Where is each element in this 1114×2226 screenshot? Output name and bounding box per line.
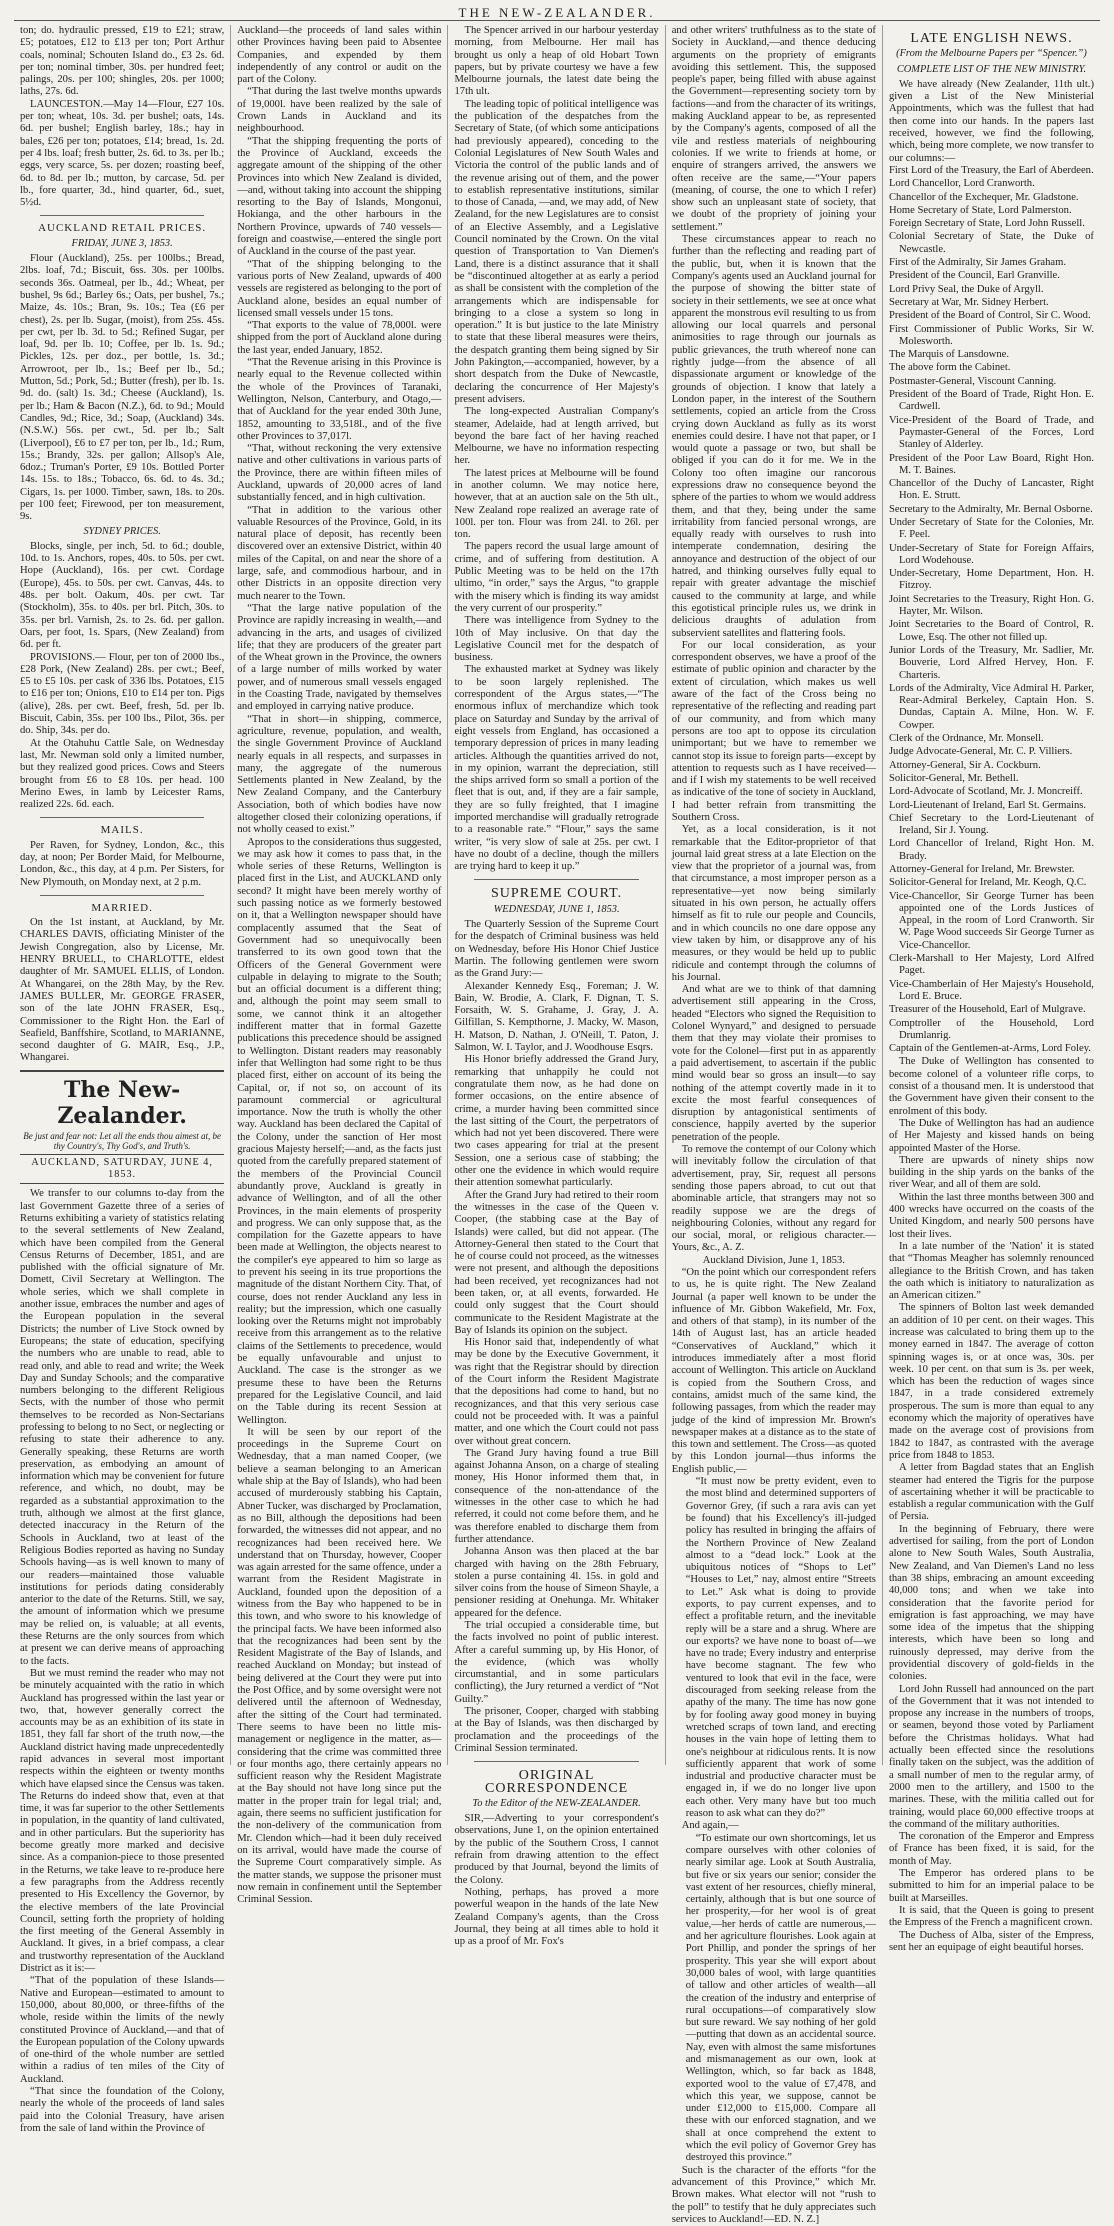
letter-paragraph: For our local consideration, as your correspondent observes, we have a proof of the estimate of public opinion and character by the extent of circulation, which makes us well aware of the fact of the Cross being no representative of the reflecting and reading part of our community, and from which many persons are too apt to oppose its circulation unimportant; but we have to remember we cannot stop its issue to foreign parts—except by attention to requests such as I have received—and if I wish my statements to be well received as indicative of the tone of society in Auckland, I had better refrain from transmitting the Southern Cross. <box>671 639 876 823</box>
divider <box>40 817 204 818</box>
letter-paragraph: SIR,—Adverting to your correspondent's observations, June 1, on the opinion entertained by the public of the Southern Cross, I cannot refrain from drawing attention to the effect produced by that Journal, beyond the limits of the Colony. <box>454 1813 659 1886</box>
news-paragraph: There was intelligence from Sydney to the 10th of May inclusive. On that day the Legislative Council met for the despatch of business. <box>454 615 659 664</box>
list-item: Lord Chancellor of Ireland, Right Hon. M. Brady. <box>888 838 1094 862</box>
letter-paragraph: and other writers' truthfulness as to the state of Society in Auckland,—and thence deducing arguments on the propriety of emigrants avoiding this settlement. This, the supposed people's paper, being filled with abuse against the Government—representing society torn by factions—and from the character of its writings, making Auckland appear to be, as represented by the Company's agents, composed of all the vile and restless materials of neighbouring colonies. If we write to friends at home, or enquire of strangers arrived, the answers we often receive are the same,—“Your papers (meaning, of course, the one to which I refer) show such an unpleasant state of society, that we doubt of the propriety of joining your settlement.” <box>671 25 876 233</box>
retail-prices-heading: AUCKLAND RETAIL PRICES. <box>38 222 207 235</box>
news-item: In a late number of the 'Nation' it is stated that “Thomas Meagher has solemnly renounced allegiance to the British Crown, and has taken the oath which is initiatory to naturalization as an American citizen.” <box>888 1240 1094 1302</box>
court-paragraph: Johanna Anson was then placed at the bar charged with having on the 28th February, stolen a purse containing 4l. 15s. in gold and silver coins from the house of Simeon Shayle, a pensioner residing at Onehunga. Mr. Whitaker appeared for the defence. <box>454 1546 659 1619</box>
column-4 <box>666 25 883 2225</box>
court-paragraph: His Honor said that, independently of what may be done by the Executive Government, it was right that the Registrar should by direction of the Court inform the Resident Magistrate that the depositions had come to hand, but no recognizances, and that this very serious case could not be proceeded with. It was a painful matter, and one which the Court could not pass over without great concern. <box>454 1337 659 1447</box>
list-item: Joint Secretaries to the Treasury, Right Hon. G. Hayter, Mr. Wilson. <box>888 593 1094 618</box>
editorial-paragraph: “That of the population of these Islands—Native and European—estimated to amount to 150,000, about 80,000, or three-fifths of the whole, reside within the limits of the newly constituted Province of Auckland,—and that of the European population of the Colony upwards of one-third of the whole number are settled within a radius of ten miles of the City of Auckland. <box>20 1975 225 2085</box>
news-item: The spinners of Bolton last week demanded an addition of 10 per cent. on their wages. This increase was calculated to bring them up to the money earned in 1847. The average of cotton spinning wages is, or at once was, 30s. per week. 10 per cent. on that sum is 3s. per week, which has been the reduction of wages since 1847, in a trade considered extremely prosperous. The sum is more than equal to any economy which the majority of operatives have made on the average cost of provisions from 1842 to 1847, as contrasted with the average price from 1848 to 1853. <box>888 1302 1094 1461</box>
ministry-list <box>889 165 1094 1055</box>
article-paragraph: It will be seen by our report of the proceedings in the Supreme Court on Wednesday, that a man named Cooper, (we believe a seaman belonging to an American whale ship at the Bay of Islands), who had been accused of murderously stabbing his Captain, Abner Tucker, was discharged by Proclamation, as no Bill, although the depositions had been forwarded, the witnesses did not appear, and no recognizances had been received here. We understand that on Thursday, however, Cooper was again arrested for the same offence, under a warrant from the Resident Magistrate in Auckland, founded upon the deposition of a witness from the Bay who happened to be in this town, and who swore to his knowledge of the principal facts. We have been informed also that the recognizances had been sent by the Resident Magistrate of the Bay of Islands, and reached Auckland on Monday; but instead of being delivered at the Court they were put into the Post Office, and by some oversight were not delivered until the afternoon of Wednesday, after the sitting of the Court had terminated. There seems to have been no little mis-management or negligence in the matter, as—considering that the crime was committed three or four months ago, there certainly appears no sufficient reason why the Resident Magistrate at the Bay should not have long since put the matter in the proper train for legal trial; and, again, there seems no sufficient justification for the non-delivery of the communication from Mr. Clendon which—had it been duly received on its arrival, would have made the course of the Supreme Court comparatively simple. As the matter stands, we suppose the prisoner must now remain in confinement until the September Criminal Session. <box>237 1426 442 1906</box>
list-item: Foreign Secretary of State, Lord John Russell. <box>888 218 1085 230</box>
editor-note: “On the point which our correspondent refers to us, he is quite right. The New Zealand Journal (a paper well known to be under the influence of Mr. Gibbon Wakefield, Mr. Fox, and others of that stamp), in its number of the 14th of August last, has an article headed “Conservatives of Auckland,” which it introduces immediately after a most florid account of Wellington. This article on Auckland is copied from the Southern Cross, and contains, amidst much of the same kind, the following passages, from which the reader may judge of the kind of impression Mr. Brown's newspaper makes at a distance as to the state of this town and settlement. The Cross—as quoted by this London journal—thus informs the English public,— <box>671 1266 876 1475</box>
court-paragraph: After the Grand Jury had retired to their room the witnesses in the case of the Queen v. Cooper, (the stabbing case at the Bay of Islands) were called, but did not appear. (The Attorney-General then stated to the Court that he of course could not proceed, as the witnesses were not present, and although the depositions had been received, yet recognizances had not been taken, or, at all events, forwarded. He could only suggest that the Court should communicate to the Resident Magistrate at the Bay of Islands its opinion on the subject. <box>454 1189 659 1336</box>
list-item: Lord-Lieutenant of Ireland, Earl St. Germains. <box>888 799 1087 811</box>
retail-prices-date: FRIDAY, JUNE 3, 1853. <box>71 237 173 249</box>
divider <box>474 879 638 880</box>
list-item: Secretary at War, Mr. Sidney Herbert. <box>888 296 1049 308</box>
court-paragraph: Alexander Kennedy Esq., Foreman; J. W. Bain, W. Brodie, A. Clark, F. Dignan, T. S. Forsaith, W. S. Grahame, J. Gray, J. A. Gilfillan, S. Kempthorne, J. Macky, W. Mason, H. Matson, D. Nathan, J. O'Neill, T. Paton, J. Salmon, W. I. Taylor, and J. Woodhouse Esqrs. <box>454 980 659 1054</box>
list-item: Secretary to the Admiralty, Mr. Bernal Osborne. <box>888 503 1093 515</box>
list-item: Chancellor of the Duchy of Lancaster, Right Hon. E. Strutt. <box>888 478 1094 502</box>
divider <box>20 1070 224 1072</box>
mails-text: Per Raven, for Sydney, London, &c., this day, at noon; Per Border Maid, for Melbourne, London, &c., this day, at 4 p.m. Per Sisters, for New Plymouth, on Monday next, at 2 p.m. <box>20 839 225 888</box>
editor-note: Such is the character of the efforts “for the advancement of this Province,” which Mr. Brown makes. What elector will not “rush to the poll” to testify that he duly appreciates such services to Auckland!—ED. N. Z.] <box>671 2164 876 2225</box>
article-paragraph: “That of the shipping belonging to the various ports of New Zealand, upwards of 400 vessels are registered as belonging to the port of Auckland alone, besides an equal number of licensed small vessels under 15 tons. <box>237 258 442 319</box>
letter-paragraph: Nothing, perhaps, has proved a more powerful weapon in the hands of the late New Zealand Company's agents, than the Cross Journal, they being at all times able to hold it up as a proof of Mr. Fox's <box>454 1886 659 1948</box>
sydney-prices-heading: SYDNEY PRICES. <box>83 525 161 537</box>
letter-signoff: Auckland Division, June 1, 1853. <box>702 1254 845 1266</box>
letter-paragraph: To remove the contempt of our Colony which will inevitably follow the circulation of that advertisement, pray, Sir, request all persons sending those papers abroad, to cut out that abominable article, that strangers may not so readily suppose we are the dregs of neighbouring Colonies, without any regard for our social, moral, or religious character.—Yours, &c., A. Z. <box>671 1144 876 1254</box>
list-item: President of the Board of Trade, Right Hon. E. Cardwell. <box>888 389 1094 413</box>
news-paragraph: The long-expected Australian Company's steamer, Adelaide, had at length arrived, but beyond the bare fact of her having reached Melbourne, we have no information respecting her. <box>454 406 659 467</box>
list-item: First of the Admiralty, Sir James Graham. <box>888 257 1066 269</box>
correspondence-addressee: To the Editor of the NEW-ZEALANDER. <box>472 1797 641 1809</box>
provisions-text: PROVISIONS.— Flour, per ton of 2000 lbs., £28 Pork, (New Zealand) 28s. per cwt.; Beef, £5 to £5 10s. per cask of 336 lbs. Potatoes, £15 to £16 per ton; Onions, £10 to £14 per ton. Pigs (alive), 28s. per cwt. Beef, fresh, 5d. per lb. Biscuit, Cabin, 35s. per 100 lbs., Pilot, 36s. per do. Ship, 34s. per do. <box>20 651 225 737</box>
married-heading: MARRIED. <box>91 901 153 914</box>
list-item: The Marquis of Lansdowne. <box>888 349 1009 361</box>
divider <box>474 1761 638 1762</box>
letter-paragraph: And what are we to think of that damning advertisement still appearing in the Cross, headed “Electors who signed the Requisition to Colonel Wynyard,” and designed to persuade them that they may violate their promises to vote for the Colonel—first put in as apparently a paid advertisement, to ascertain if the public mind would bear so gross an insult—to say nothing of the attempt covertly made in it to excite the most fearful consequences of disruption by antagonistical sentiments of conscience, happily averted by the superior penetration of the people. <box>671 984 876 1143</box>
news-paragraph: The latest prices at Melbourne will be found in another column. We may notice here, however, that at an auction sale on the 5th ult., New Zealand rope realized an average rate of 100l. per ton. Flour was from 24l. to 26l. per ton. <box>454 467 659 541</box>
article-paragraph: “That the shipping frequenting the ports of the Province of Auckland, exceeds the aggregate amount of the shipping of the other Provinces into which New Zealand is divided,—and, without taking into account the shipping resorting to the Bay of Islands, Mongonui, Hokianga, and the other harbours in the Northern Province, upwards of 740 vessels—foreign and coastwise,—entered the single port of Auckland in the course of the past year. <box>237 135 442 258</box>
cattle-sale-text: At the Otahuhu Cattle Sale, on Wednesday last, Mr. Newman sold only a limited number, but they realized good prices. Cows and Steers brought from £6 to £8 10s. per head. 100 Merino Ewes, in lamb by Leicester Rams, realized 22s. 6d. each. <box>20 737 225 811</box>
divider <box>40 215 204 216</box>
quoted-passage: “It must now be pretty evident, even to the most blind and determined supporters of Governor Grey, (if such a rara avis can yet be found) that his Excellency's ill-judged policy has resulted in bringing the affairs of the Northern Province of New Zealand almost to a “dead lock.” Look at the ubiquitous notices of “Shops to Let” “Houses to Let,” nay, almost entire “Streets to Let.” Ask what is doing to provide exports, to pay current expenses, and to effect a profitable return, and the inevitable reply will be a stare and a shrug. Where are our exports? we have none to boast of—we have no trade; Every industry and enterprise have become stagnant. The few who ventured to look that evil in the face, were discouraged from seeking release from the apathy of the many. The time has now gone by for fooling away good money in buying wretched scraps of town land, and erecting houses in the vain hope of letting them to one's neighbour at ridiculous rents. It is now sufficiently apparent that work of some industrial and productive character must be engaged in, if we do no longer live upon each other. Very many have but too much reason to ask what can they do?” <box>685 1476 876 1820</box>
editorial-paragraph: “That since the foundation of the Colony, nearly the whole of the proceeds of land sales paid into the Colonial Treasury, have arisen from the sale of land within the Province of <box>20 2086 225 2134</box>
ministry-intro: We have already (New Zealander, 11th ult.) given a List of the New Ministerial Appointments, which was the fullest that had then come into our hands. In the papers last received, however, we find the following, which, being more complete, we now transfer to our columns:— <box>888 78 1094 164</box>
news-item: It is said, that the Queen is going to present the Empress of the French a magnificent crown. <box>888 1904 1094 1929</box>
supreme-court-date: WEDNESDAY, JUNE 1, 1853. <box>493 903 620 915</box>
news-item: Within the last three months between 300 and 400 wrecks have occurred on the coasts of the United Kingdom, and nearly 500 persons have lost their lives. <box>888 1191 1094 1240</box>
article-paragraph: Apropos to the considerations thus suggested, we may ask how it comes to pass that, in the whole series of these Returns, Wellington is placed first in the List, and AUCKLAND only second? It might have been merely worthy of such passing notice as we formerly bestowed on it, that a Wellington newspaper should have complacently assumed that the Seat of Government had so unequivocally been transferred to its own good town that the Officers of the General Government were culpable in delaying to migrate to the South; but an official document is a different thing; and, although the point may seem small to some, we cannot think it an altogether indifferent matter that in formal Gazette publications this precedence should be assigned to Wellington. Distant readers may reasonably infer that Wellington had some right to be thus placed first, either on account of its being the Capital, or, if not so, on account of its paramount commercial or agricultural importance. Now the truth is wholly the other way. Auckland has been declared the Capital of the Colony, under the sanction of Her most gracious Majesty herself;—and, as the facts just quoted from the carefully prepared statement of the members of the Provincial Council abundantly prove, Auckland is greatly in advance of Wellington, and of all the other Provinces, in the main elements of prosperity and progress. We can only suppose that, as the compilation for the Gazette appears to have been made at Wellington, the objects nearest to the compiler's eye appeared to him so large as to prevent his seeing in its true proportions the magnitude of the distant Northern City. That, of course, does not render Auckland any less in reality; but the impression, which one casually looking over the Returns might not improbably receive from this arrangement as to the relative claims of the Settlements to precedence, would be equally unfavourable and unjust to Auckland. The case is the stronger as we presume these to have been the Returns prepared for the Legislative Council, and laid on the Table during its recent Session at Wellington. <box>237 836 442 1426</box>
news-paragraph: The Spencer arrived in our harbour yesterday morning, from Melbourne. Her mail has brought us only a heap of old Hobart Town papers, but by private courtesy we have a few Melbourne journals, the latest date being the 17th ult. <box>454 25 659 98</box>
list-item: Vice-Chamberlain of Her Majesty's Household, Lord E. Bruce. <box>888 978 1094 1002</box>
list-item: Attorney-General, Sir A. Cockburn. <box>888 759 1041 771</box>
page-header: THE NEW-ZEALANDER. <box>14 6 1100 21</box>
list-item: Lord Chancellor, Lord Cranworth. <box>888 178 1035 190</box>
correspondence-heading: ORIGINAL CORRESPONDENCE <box>485 1768 629 1796</box>
letter-paragraph: These circumstances appear to reach no further than the reflecting and reading part of the public, but, when it is known that the Company's agents used an Auckland journal for the purpose of showing the bitter state of society in their settlements, we see at once what apparent the monstrous evil resulting to us from allowing our local quarrels and personal animosities to rage through our journals as public grievances, the truth whereof none can rightly judge—from the absence of all dispassionate argument or knowledge of the grounds of objection. I know that lately a London paper, in the interest of the Southern settlements, copied an article from the Cross crying down Auckland as fully as its worst enemies could desire. I have not that paper, or I would quote a passage or two, but shall be obliged if you can do it for me. We in the Colony too often imagine our rancorous expressions draw no consequence beyond the sphere of the parties to whom we would address them, and that they, being under the same irritability from fancied personal wrongs, are equally ready with ourselves to rush into intemperate condemnation, desiring the annoyance and destruction of the object of our hatred, and thinking ourselves fully equal to repair with greater advantage the mischief caused to the community at large, and while this egotistical principle rules us, we drink in delicious draughts of adulation from subservient satellites and flattering fools. <box>671 234 876 639</box>
list-item: Vice-President of the Board of Trade, and Paymaster-General of the Forces, Lord Stanley of Alderley. <box>888 414 1094 451</box>
editorial-paragraph: But we must remind the reader who may not be minutely acquainted with the ratio in which Auckland has progressed within the last year or two, that, however generally correct the accounts may be as an exhibition of its state in 1851, they fall far short of the truth now,—the Auckland district having made unprecedentedly rapid advances in several most important respects within the eighteen or twenty months which have elapsed since the Census was taken. The Returns do indeed show that, even at that time, it was far superior to the other Settlements in population, in the quantity of land cultivated, and in other particulars. But the superiority has become greatly more marked and decisive since. As a companion-piece to those presented in the Returns, we take leave to re-produce here a few paragraphs from the Address recently presented to His Excellency the Governor, by the elective members of the late Provincial Council, setting forth the propriety of holding the first meeting of the General Assembly in Auckland. It gives, in a brief compass, a clear and trustworthy representation of the Auckland District as it is:— <box>20 1667 225 1975</box>
list-item: Treasurer of the Household, Earl of Mulgrave. <box>888 1004 1086 1016</box>
list-item: Chief Secretary to the Lord-Lieutenant of Ireland, Sir J. Young. <box>888 812 1094 837</box>
news-item: The Duke of Wellington has consented to become colonel of a volunteer rifle corps, to consist of a thousand men. It is understood that the Government have given their consent to the enrolment of this body. <box>888 1056 1094 1117</box>
sydney-prices-text: Blocks, single, per inch, 5d. to 6d.; double, 10d. to 1s. Anchors, ropes, 40s. to 50s. per cwt. Hope (Auckland), 16s. per cwt. Cordage (Europe), 45s. to 50s. per cwt. Canvas, 44s. to 48s. per bolt. Oakum, 40s. per cwt. Tar (Stockholm), 35s. to 40s. per brl. Pitch, 30s. to 35s. per brl. Varnish, 2s. to 2s. 6d. per gallon. Oars, per foot, 1s. Spars, (New Zealand) from 6d. per ft. <box>20 540 225 651</box>
editor-note: And again,— <box>681 1820 739 1832</box>
retail-prices-text: Flour (Auckland), 25s. per 100lbs.; Bread, 2lbs. loaf, 7d.; Biscuit, 6ss. 30s. per 100lbs. seconds 36s. Oatmeal, per lb., 4d.; Wheat, per bushel, 9s 6d.; Barley 6s.; Oats, per bushel, 7s.; Maize, 4s. 10s.; Bran, 9s. 10s.; Tea (£6 per chest), 2s. per lb. Sugar, (moist), from 25s. 45s. per cwt, per lb. 3d. to 5d.; Refined Sugar, per loaf, 9d. per lb. 10; Coffee, per lb. 1s. 9d.; Pickles, 12s. per doz., per bottle, 1s. 3d.; Arrowroot, per lb., 1s.; Beef per lb., 5d.; Mutton, 5d.; Pork, 5d.; Butter (fresh), per lb. 1s. 9d. do. (salt) 1s. 3d.; Cheese (Auckland), 1s. per lb.; Ham & Bacon (N.Z.), 6d. to 9d.; Mould Candles, 9d.; Rice, 3d.; Soap, (Auckland) 34s. (N.S.W.) 56s. per cwt., 5d. per lb.; Salt (Liverpool), £6 to £7 per ton, per lb., 1d.; Rum, 15s.; Brandy, 32s. per gallon; Allsop's Ale, 6doz.; Truman's Porter, £9 10s. Bottled Porter 14s. 15s. to 18s.; Tobacco, 6s. 6d. to 4s. 3d.; Cigars, 1s. per 1000. Timber, sawn, 18s. to 20s. per 100 feet; Firewood, per ton measurement, 9s. <box>20 253 225 523</box>
list-item: President of the Council, Earl Granville. <box>888 270 1060 282</box>
quoted-passage: “To estimate our own shortcomings, let us compare ourselves with other colonies of nearly similar age. Look at South Australia, but five or six years our senior; consider the vast extent of her resources, chiefly mineral, certainly, although that is but one source of her prosperity,—for her wool is of great value,—her herds of cattle are numerous,—and her agriculture flourishes. Look again at Port Phillip, and ponder the springs of her prosperity. This year she will export about 30,000 bales of wool, with large quantities of tallow and other articles of wealth—all the creation of the industry and enterprise of rural occupations—of comparatively slow but sure reward. We say nothing of her gold—putting that down as an accidental source. Nay, even with almost the same misfortunes and mismanagement as our own, look at Wellington, which, so far back as 1848, exported wool to the value of £7,478, and which this year, we suppose, cannot be under £12,000 to £15,000. Compare all these with our enforced stagnation, and we shall at once comprehend the extent to which the evil policy of Governor Grey has destroyed this province.” <box>685 1832 876 2164</box>
english-news-source: (From the Melbourne Papers per “Spencer.”) <box>896 48 1087 60</box>
list-item: Postmaster-General, Viscount Canning. <box>888 375 1057 387</box>
editorial-paragraph: We transfer to our columns to-day from the last Government Gazette three of a series of Returns exhibiting a variety of statistics relating to the several settlements of New Zealand, which have been compiled from the General Census Returns of December, 1851, and are published with the official signature of Mr. Domett, Civil Secretary at Wellington. The whole series, which we shall complete in another issue, embraces the number and ages of the European population in the several Districts; the number of Live Stock owned by Europeans; the state of education, specifying the numbers who are unable to read, able to read only, and able to read and write; the Week Day and Sunday Schools; and the comparative numbers belonging to the different Religious Sects, with the number of those who permit themselves to be recorded as Non-Sectarians professing to belong to no Sect, or neglecting or refusing to state their adherence to any. Generally speaking, these Returns are worth preservation, as embodying an amount of information which may be convenient for future reference, and which, no doubt, may be regarded as a substantial approximation to the truth, although we almost at the first glance, detected inaccuracy in the Return of the Schools in Auckland, two at least of the Religious Bodies reported as having no Sunday Schools having—as is well known to many of our readers—maintained those valuable institutions for periods dating considerably anterior to the date of the Returns. Still, we say, the amount of information which we presume may be relied on, is valuable; at all events, these Returns are the only sources from which at present we can derive means of approaching to the facts. <box>20 1188 225 1667</box>
list-item: President of the Poor Law Board, Right Hon. M. T. Baines. <box>888 452 1094 476</box>
article-paragraph: “That in addition to the various other valuable Resources of the Province, Gold, in its natural place of deposit, has recently been discovered over an extensive District, within 40 miles of the Capital, on and near the shore of a large, safe, and commodious harbour, and in other Districts in an opposite direction very much nearer to the Town. <box>237 504 442 602</box>
list-item: Clerk-Marshall to Her Majesty, Lord Alfred Paget. <box>888 953 1094 977</box>
dateline: AUCKLAND, SATURDAY, JUNE 4, 1853. <box>20 1154 224 1185</box>
column-5 <box>883 25 1100 1953</box>
news-item: The coronation of the Emperor and Empress of France has been fixed, it is said, for the month of May. <box>888 1831 1094 1867</box>
launceston-prices: LAUNCESTON.—May 14—Flour, £27 10s. per ton; wheat, 10s. 3d. per bushel; oats, 14s. 6d. per bushel; English barley, 18s.; hay in bales, £26 per ton; potatoes, £14; bread, 1s. 2d. per 4 lbs. loaf; fresh butter, 2s. 6d. to 3s. per lb.; eggs, very scarce, 5s. per dozen; roasting beef, 6d. to 8d. per lb.; mutton, by carcase, 5d. per lb., fore quarter, 3d., hind quarter, 6d., suet, 5½d. <box>20 98 225 209</box>
letter-paragraph: Yet, as a local consideration, is it not remarkable that the Editor-proprietor of that journal laid great stress at a late Election on the view that the proprietor of a journal was, from that circumstance, a most improper person as a representative—yet now being similarly situated in his own person, he actually offers himself as fit to rule our people and Councils, and in which councils no one dare oppose any view taken by him, or disapprove any of his measures, or they would be held up to public ridicule and contempt through the columns of his Journal. <box>671 824 876 983</box>
list-item: Lord Privy Seal, the Duke of Argyll. <box>888 283 1044 295</box>
news-item: The Duke of Wellington has had an audience of Her Majesty and kissed hands on being appointed Master of the Horse. <box>888 1117 1094 1154</box>
article-paragraph: “That during the last twelve months upwards of 19,000l. have been realized by the sale of Crown Lands in Auckland and its neighbourhood. <box>237 86 442 135</box>
list-item: Vice-Chancellor, Sir George Turner has been appointed one of the Lords Justices of Appeal, in the room of Lord Cranworth. Sir W. Page Wood succeeds Sir George Turner as Vice-Chancellor. <box>888 890 1094 951</box>
news-item: The Duchess of Alba, sister of the Empress, sent her an equipage of eight beautiful horses. <box>888 1929 1094 1953</box>
article-paragraph: Auckland—the proceeds of land sales within other Provinces having been paid to Absentee Companies, and expended by them independently of any control or audit on the part of the Colony. <box>237 25 442 86</box>
court-paragraph: The Quarterly Session of the Supreme Court for the despatch of Criminal business was held on Wednesday, before His Honor Chief Justice Martin. The following gentlemen were sworn as the Grand Jury:— <box>454 919 659 980</box>
list-item: Lord-Advocate of Scotland, Mr. J. Moncreiff. <box>888 786 1083 798</box>
list-item: President of the Board of Control, Sir C. Wood. <box>888 310 1091 322</box>
news-paragraph: The leading topic of political intelligence was the publication of the despatches from the Secretary of State, (of which some anticipations had previously appeared), conceding to the Colonial Legislatures of New South Wales and Victoria the control of the public lands and of the revenue arising out of them, and the power to establish representative institutions, similar to those of Canada, —and, we may add, of New Zealand, for the new Legislatures are to consist of an Elective Assembly, and a Legislative Council nominated by the Crown. On the vital question of Transportation to Van Diemen's Land, there is a distinct assurance that it shall be “discontinued altogether at as early a period as shall be consistent with the completion of the arrangements which are indispensable for bringing to a close a system so long in operation.” It is but justice to the late Ministry to state that these liberal measures were theirs, the despatch granting them being signed by Sir John Pakington,—accompanied, however, by a short despatch from the Duke of Newcastle, declaring the concurrence of Her Majesty's present advisers. <box>454 98 659 405</box>
news-paragraph: The exhausted market at Sydney was likely to be soon largely replenished. The correspondent of the Argus states,—“The enormous influx of merchandize which took place on Saturday and Sunday by the arrival of eight vessels from England, has occasioned a temporary depression of prices in many leading articles. Although the quantities arrived do not, in my opinion, warrant the depreciation, still the ships arrived form so small a portion of the fleet that is out, and, if they are a fair sample, they are so fully freighted, that I imagine imported merchandise will gradually retrograde to a reasonable rate.” “Flour,” says the same writer, “is very slow of sale at 25s. per cwt. I have no doubt of a decline, though the millers are trying hard to keep it up.” <box>454 664 659 873</box>
divider <box>40 895 204 896</box>
list-item: Lords of the Admiralty, Vice Admiral H. Parker, Rear-Admiral Berkeley, Captain Hon. S. Dundas, Captain A. Milne, Hon. W. F. Cowper. <box>888 682 1094 731</box>
married-text: On the 1st instant, at Auckland, by Mr. CHARLES DAVIS, officiating Minister of the Jewish Congregation, also by License, Mr. HENRY BRUELL, to CHARLOTTE, eldest daughter of Mr. SAMUEL ELLIS, of London. At Whangarei, on the 28th May, by the Rev. JAMES BULLER, Mr. GEORGE FRASER, son of the late JOHN FRASER, Esq., Commissioner to the Right Hon. the Earl of Seafield, Banffshire, Scotland, to MARIANNE, second daughter of G. MAIR, Esq., J.P., Whangarei. <box>20 917 225 1064</box>
mails-heading: MAILS. <box>100 824 144 837</box>
list-item: Clerk of the Ordnance, Mr. Monsell. <box>888 733 1044 745</box>
list-item: Judge Advocate-General, Mr. C. P. Villiers. <box>888 746 1073 758</box>
paper-motto: Be just and fear not: Let all the ends thou aimest at, be thy Country's, Thy God's, and Truth's. <box>23 1130 221 1151</box>
court-paragraph: The Grand Jury having found a true Bill against Johanna Anson, on a charge of stealing money, His Honor informed them that, in consequence of the non-attendance of the witnesses in the other case to which he had referred, it could not come before them, and he was therefore enabled to discharge them from further attendance. <box>454 1447 659 1545</box>
list-item: Under-Secretary, Home Department, Hon. H. Fitzroy. <box>888 568 1094 592</box>
list-item: Chancellor of the Exchequer, Mr. Gladstone. <box>888 191 1079 203</box>
list-item: Under-Secretary of State for Foreign Affairs, Lord Wodehouse. <box>888 542 1094 566</box>
news-item: There are upwards of ninety ships now building in the ship yards on the banks of the river Wear, and all of them are sold. <box>888 1154 1094 1191</box>
court-paragraph: His Honor briefly addressed the Grand Jury, remarking that unhappily he could not congratulate them now, as he had done on former occasions, on the entire absence of crime, a murder having been committed since the last sitting of the Court, the perpetrators of which had not yet been discovered. There were two cases appearing for trial at the present Session, one a serious case of stabbing; the other one the evidence in which would require their attention somewhat particularly. <box>454 1054 659 1189</box>
list-item: Junior Lords of the Treasury, Mr. Sadlier, Mr. Bouverie, Lord Alfred Hervey, Hon. F. Charteris. <box>888 644 1094 681</box>
list-item: Captain of the Gentlemen-at-Arms, Lord Foley. <box>888 1043 1091 1055</box>
news-item: A letter from Bagdad states that an English steamer had entered the Tigris for the purpose of ascertaining whether it will be practicable to establish a regular communication with the Gulf of Persia. <box>888 1462 1094 1523</box>
article-paragraph: “That exports to the value of 78,000l. were shipped from the port of Auckland alone during the last year, ended January, 1852. <box>237 320 442 356</box>
list-item: Joint Secretaries to the Board of Control, R. Lowe, Esq. The other not filled up. <box>888 619 1094 643</box>
list-item: Attorney-General for Ireland, Mr. Brewster. <box>888 864 1075 875</box>
list-item: Colonial Secretary of State, the Duke of Newcastle. <box>888 231 1094 255</box>
english-news-heading: LATE ENGLISH NEWS. <box>910 31 1073 46</box>
court-paragraph: The prisoner, Cooper, charged with stabbing at the Bay of Islands, was then discharged by proclamation and the proceedings of the Criminal Session terminated. <box>454 1706 659 1754</box>
news-item: Lord John Russell had announced on the part of the Government that it was not intended to propose any increase in the numbers of troops, or seamen, beyond those voted by Parliament before the Christmas holidays. What had actually been effected since the resolutions finally taken on the subject, was the addition of a small number of men to the regular army, of 2000 men to the artillery, and 1500 to the marines. These, with the militia called out for training, would place 60,000 effective troops at the command of the military authorities. <box>888 1683 1094 1830</box>
supreme-court-heading: SUPREME COURT. <box>491 886 623 902</box>
list-item: Solicitor-General for Ireland, Mr. Keogh, Q.C. <box>888 877 1087 889</box>
column-1 <box>14 25 231 2134</box>
columns <box>14 25 1100 2225</box>
news-paragraph: The papers record the usual large amount of crime, and of suffering from destitution. A Public Meeting was to be held on the 17th ultimo, “in order,” says the Argus, “to grapple with the misery which is finding its way amidst the very current of our prosperity.” <box>454 541 659 614</box>
news-item: In the beginning of February, there were advertised for sailing, from the port of London alone to New South Wales, South Australia, New Zealand, and Van Diemen's Land no less than 38 ships, embracing an amount exceeding 40,000 tons; and when we take into consideration that the favorite period for emigration is fast approaching, we may have some idea of the impetus that the shipping interests, which have been so long and ruinously depressed, may derive from the providential discovery of gold-fields in the colonies. <box>888 1523 1094 1683</box>
list-item: First Commissioner of Public Works, Sir W. Molesworth. <box>888 323 1094 347</box>
column-3 <box>448 25 665 1948</box>
news-item: The Emperor has ordered plans to be submitted to him for an imperial palace to be built at Marseilles. <box>888 1868 1094 1904</box>
ministry-list-heading: COMPLETE LIST OF THE NEW MINISTRY. <box>896 63 1087 75</box>
market-prices-lead: ton; do. hydraulic pressed, £19 to £21; straw, £5; potatoes, £12 to £13 per ton; Port Arthur coals, nominal; Schouten Island do., £3 2s. 6d. per ton; nominal timber, 30s. per hundred feet; palings, 20s. per 100; shingles, 20s. per 1000; laths, 27s. 6d. <box>20 25 225 98</box>
list-item: First Lord of the Treasury, the Earl of Aberdeen. <box>888 164 1094 176</box>
article-paragraph: “That, without reckoning the very extensive native and other cultivations in various parts of the Province, there are within fifteen miles of Auckland, upwards of 20,000 acres of land substantially fenced, and in high cultivation. <box>237 443 442 504</box>
list-item: The above form the Cabinet. <box>888 362 1011 374</box>
list-item: Under Secretary of State for the Colonies, Mr. F. Peel. <box>888 516 1094 541</box>
list-item: Solicitor-General, Mr. Bethell. <box>888 772 1019 784</box>
article-paragraph: “That in short—in shipping, commerce, agriculture, revenue, population, and wealth, the single Government Province of Auckland nearly equals in all respects, and surpasses in many, the aggregate of the numerous Settlements planted in New Zealand, by the New Zealand Company, and the Canterbury Association, both of which bodies have now altogether closed their colonizing operations, if not wholly ceased to exist.” <box>237 713 442 836</box>
list-item: Home Secretary of State, Lord Palmerston. <box>888 204 1072 216</box>
article-paragraph: “That the large native population of the Province are rapidly increasing in wealth,—and advancing in the arts, and usages of civilized life; that they are producers of the greater part of the Wheat grown in the Province, the owners of a large number of mills worked by water power, and of numerous small vessels engaged in the Coasting Trade, navigated by themselves and employed in carrying native produce. <box>237 602 442 713</box>
court-paragraph: The trial occupied a considerable time, but the facts involved no point of public interest. After a careful summing up, by His Honor, of the evidence, (which was wholly circumstantial, and in some particulars conflicting), the Jury returned a verdict of “Not Guilty.” <box>454 1620 659 1705</box>
column-2 <box>231 25 448 1906</box>
article-paragraph: “That the Revenue arising in this Province is nearly equal to the Revenue collected within the whole of the Provinces of Taranaki, Wellington, Nelson, Canterbury, and Otago,—that of Auckland for the year ended 30th June, 1852, amounting to 33,518l., and of the five other Provinces to 37,017l. <box>237 357 442 442</box>
list-item: Comptroller of the Household, Lord Drumlanrig. <box>888 1017 1094 1041</box>
paper-title: The New-Zealander. <box>57 1076 187 1129</box>
